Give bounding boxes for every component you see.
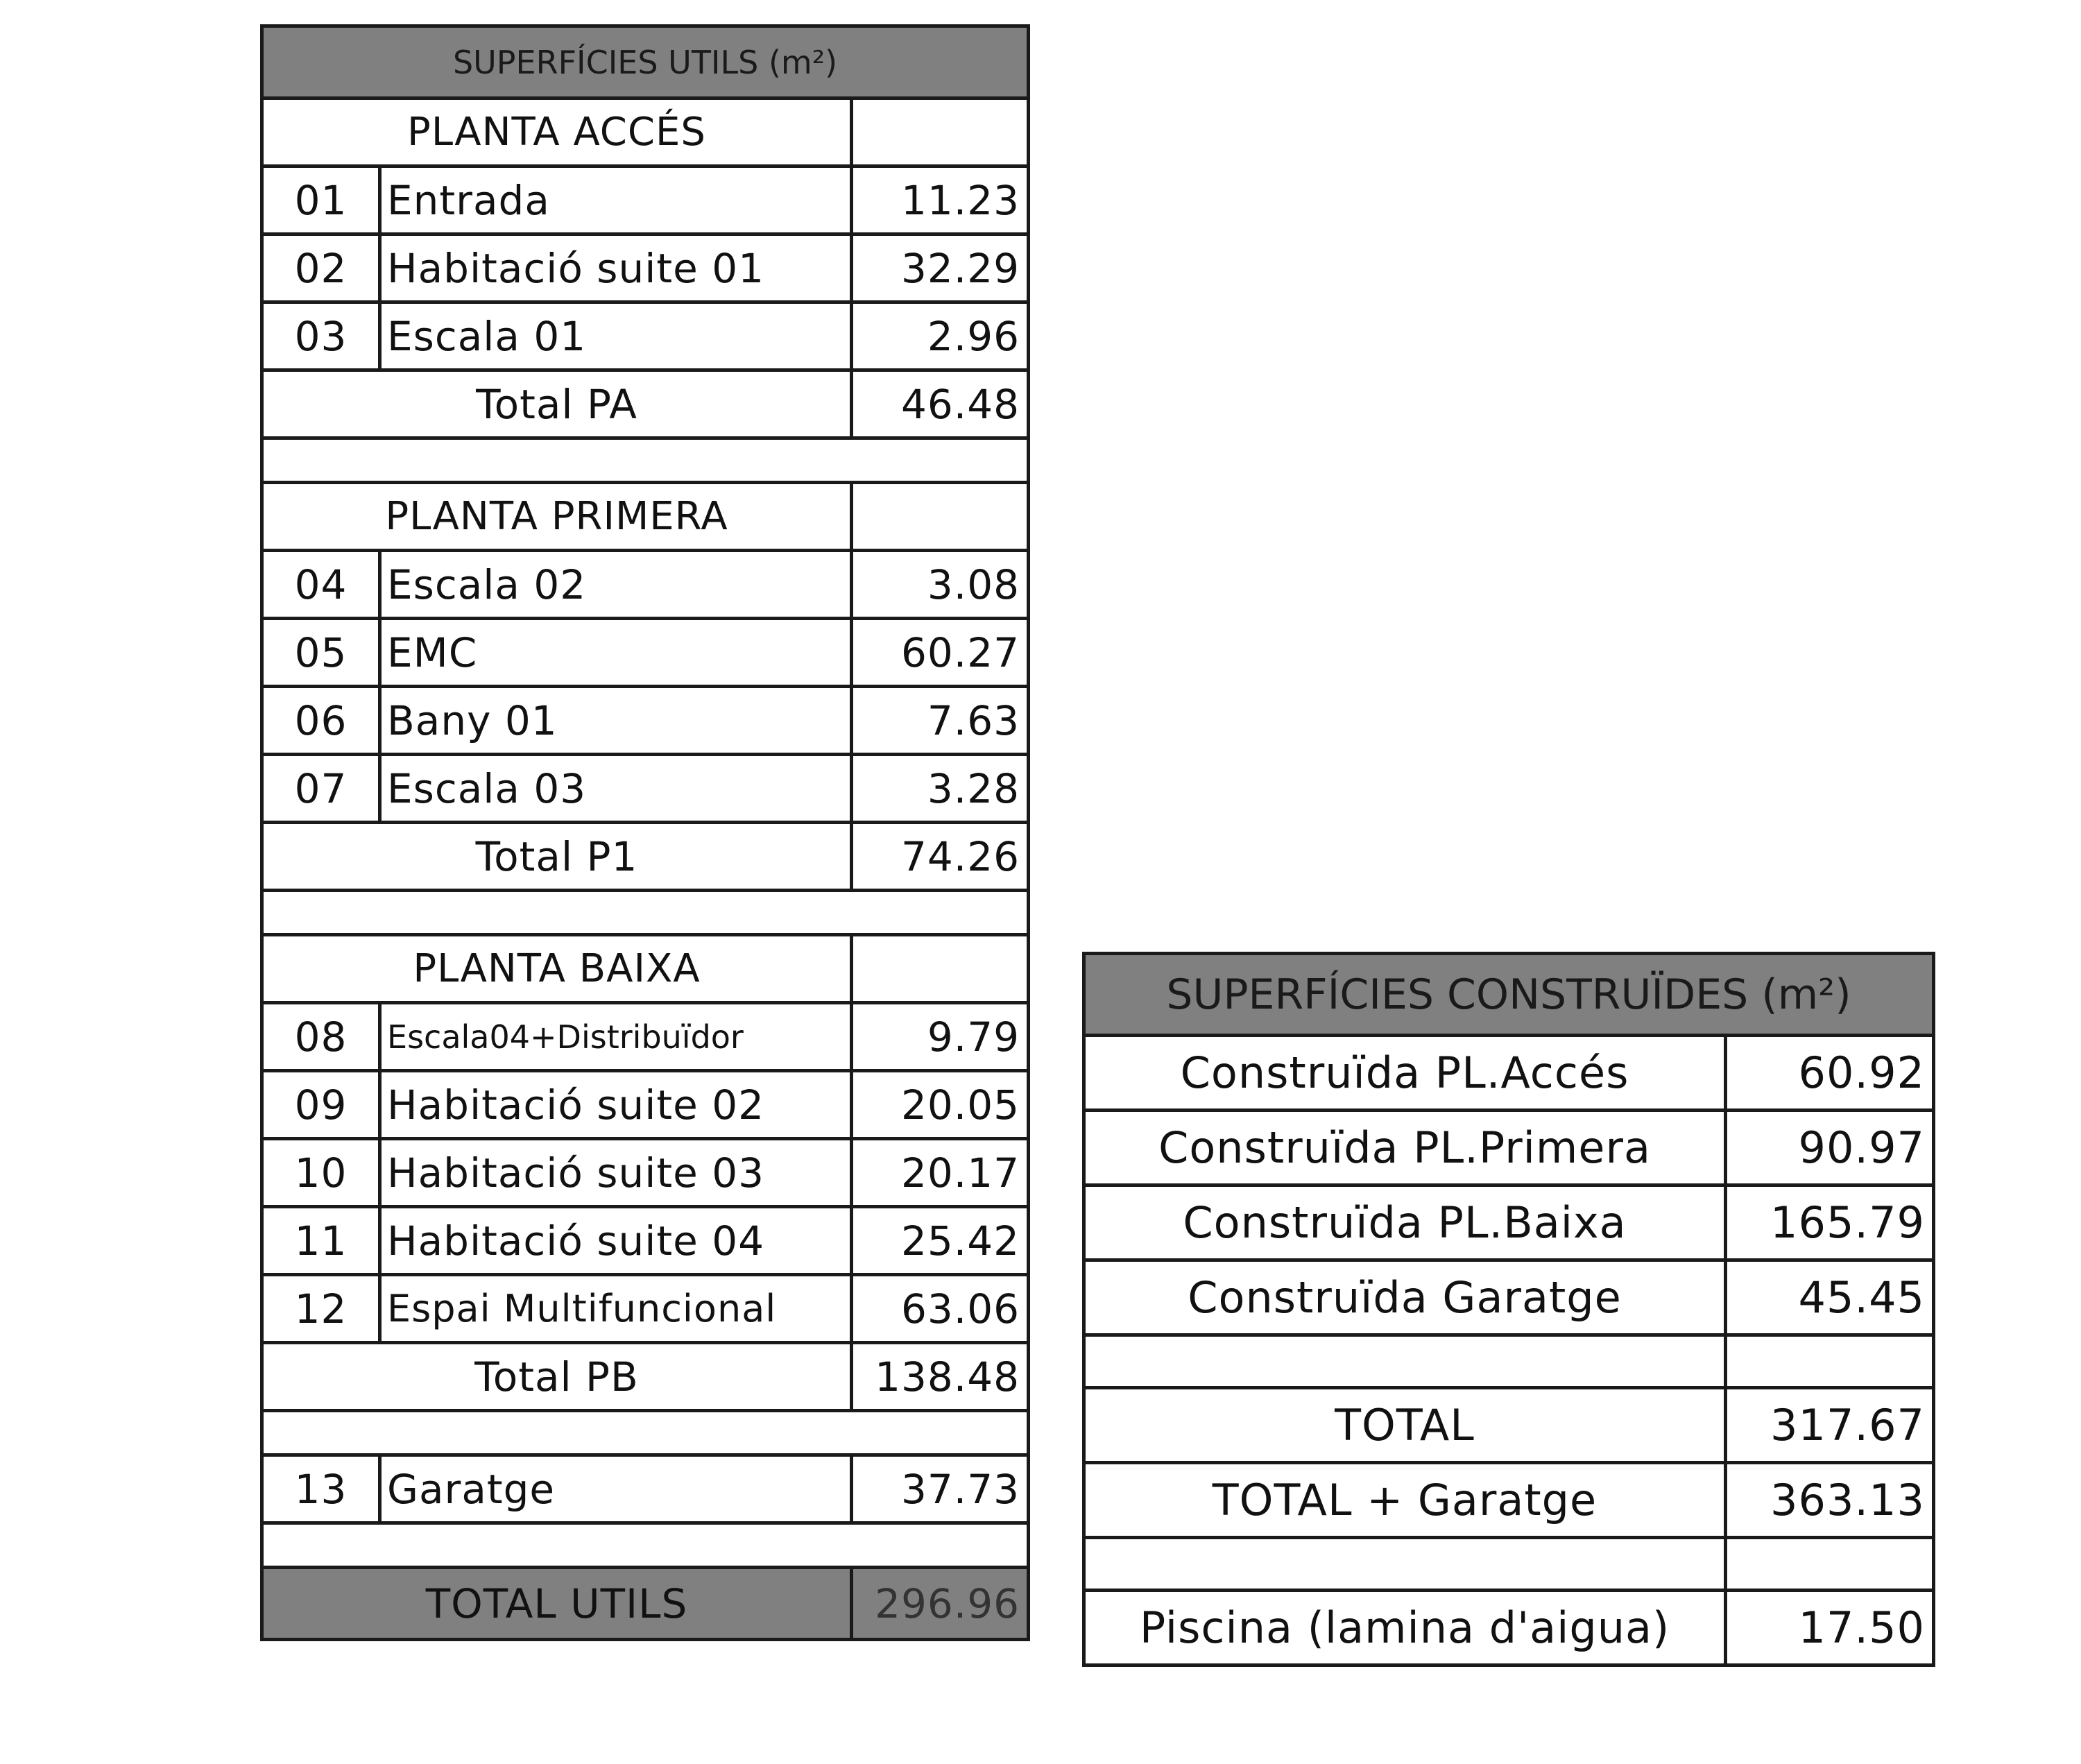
subtotal-value-pa: 46.48: [852, 370, 1029, 438]
pool-label: Piscina (lamina d'aigua): [1084, 1591, 1726, 1665]
room-number: 01: [262, 166, 380, 234]
room-name: Bany 01: [380, 687, 852, 755]
spacer-row: [262, 438, 1029, 483]
section-heading-acces: PLANTA ACCÉS: [262, 99, 852, 166]
room-name: Habitació suite 04: [380, 1207, 852, 1275]
room-area: 2.96: [852, 302, 1029, 370]
spacer-cell: [1084, 1538, 1726, 1591]
table-row: [262, 1071, 1029, 1139]
built-area-label: Construïda Garatge: [1084, 1260, 1726, 1335]
room-name: Escala 02: [380, 551, 852, 619]
section-heading-empty-cell: [852, 935, 1029, 1003]
built-area-label: Construïda PL.Baixa: [1084, 1185, 1726, 1260]
useful-areas-title: SUPERFÍCIES UTILS (m²): [262, 26, 1029, 99]
room-number: 04: [262, 551, 380, 619]
room-area: 60.27: [852, 619, 1029, 687]
room-area: 3.08: [852, 551, 1029, 619]
table-row: [262, 166, 1029, 234]
built-area-value: 60.92: [1726, 1036, 1934, 1111]
room-number: 03: [262, 302, 380, 370]
room-name: Habitació suite 03: [380, 1139, 852, 1207]
room-name: Escala 03: [380, 755, 852, 823]
room-number: 02: [262, 234, 380, 302]
spacer-cell: [1726, 1538, 1934, 1591]
room-area: 63.06: [852, 1275, 1029, 1343]
room-number: 07: [262, 755, 380, 823]
spacer-row: [262, 891, 1029, 935]
built-total-garatge-value: 363.13: [1726, 1463, 1934, 1538]
built-areas-table: [1082, 952, 1935, 1667]
table-row: [262, 551, 1029, 619]
table-row: [262, 1455, 1029, 1523]
table-row: [262, 1139, 1029, 1207]
room-area: 37.73: [852, 1455, 1029, 1523]
room-name: Habitació suite 02: [380, 1071, 852, 1139]
room-name: Garatge: [380, 1455, 852, 1523]
room-number: 13: [262, 1455, 380, 1523]
built-total-label: TOTAL: [1084, 1388, 1726, 1463]
room-name: Espai Multifuncional: [380, 1275, 852, 1343]
grand-total-label: TOTAL UTILS: [262, 1568, 852, 1640]
room-area: 20.17: [852, 1139, 1029, 1207]
room-area: 7.63: [852, 687, 1029, 755]
room-name: Habitació suite 01: [380, 234, 852, 302]
subtotal-label-p1: Total P1: [262, 823, 852, 891]
room-number: 08: [262, 1003, 380, 1071]
room-name: EMC: [380, 619, 852, 687]
subtotal-value-pb: 138.48: [852, 1343, 1029, 1411]
table-row: [262, 1003, 1029, 1071]
room-area: 20.05: [852, 1071, 1029, 1139]
room-area: 3.28: [852, 755, 1029, 823]
table-row: [262, 302, 1029, 370]
room-number: 05: [262, 619, 380, 687]
table-row: [262, 234, 1029, 302]
table-row: [262, 619, 1029, 687]
table-row: [1084, 1036, 1934, 1111]
pool-area-value: 17.50: [1726, 1591, 1934, 1665]
table-row: [262, 1275, 1029, 1343]
table-row: [1084, 1185, 1934, 1260]
built-area-label: Construïda PL.Primera: [1084, 1111, 1726, 1185]
built-area-value: 45.45: [1726, 1260, 1934, 1335]
table-row: [262, 687, 1029, 755]
table-row: [262, 1207, 1029, 1275]
useful-areas-table: [260, 24, 1030, 1641]
section-heading-primera: PLANTA PRIMERA: [262, 483, 852, 551]
room-area: 25.42: [852, 1207, 1029, 1275]
built-area-value: 90.97: [1726, 1111, 1934, 1185]
spacer-row: [262, 1523, 1029, 1568]
built-total-garatge-label: TOTAL + Garatge: [1084, 1463, 1726, 1538]
table-row: [1084, 1260, 1934, 1335]
spacer-cell: [1084, 1335, 1726, 1388]
subtotal-label-pa: Total PA: [262, 370, 852, 438]
subtotal-value-p1: 74.26: [852, 823, 1029, 891]
spacer-cell: [1726, 1335, 1934, 1388]
built-area-value: 165.79: [1726, 1185, 1934, 1260]
room-number: 10: [262, 1139, 380, 1207]
built-total-value: 317.67: [1726, 1388, 1934, 1463]
built-areas-title: SUPERFÍCIES CONSTRUÏDES (m²): [1084, 954, 1934, 1036]
room-area: 11.23: [852, 166, 1029, 234]
section-heading-empty-cell: [852, 483, 1029, 551]
built-area-label: Construïda PL.Accés: [1084, 1036, 1726, 1111]
grand-total-value: 296.96: [852, 1568, 1029, 1640]
room-number: 09: [262, 1071, 380, 1139]
room-area: 32.29: [852, 234, 1029, 302]
subtotal-label-pb: Total PB: [262, 1343, 852, 1411]
room-area: 9.79: [852, 1003, 1029, 1071]
table-row: [1084, 1111, 1934, 1185]
room-name: Escala04+Distribuïdor: [380, 1003, 852, 1071]
room-number: 12: [262, 1275, 380, 1343]
table-row: [262, 755, 1029, 823]
spacer-row: [262, 1411, 1029, 1455]
room-number: 11: [262, 1207, 380, 1275]
room-name: Entrada: [380, 166, 852, 234]
section-heading-baixa: PLANTA BAIXA: [262, 935, 852, 1003]
room-name: Escala 01: [380, 302, 852, 370]
room-number: 06: [262, 687, 380, 755]
section-heading-empty-cell: [852, 99, 1029, 166]
